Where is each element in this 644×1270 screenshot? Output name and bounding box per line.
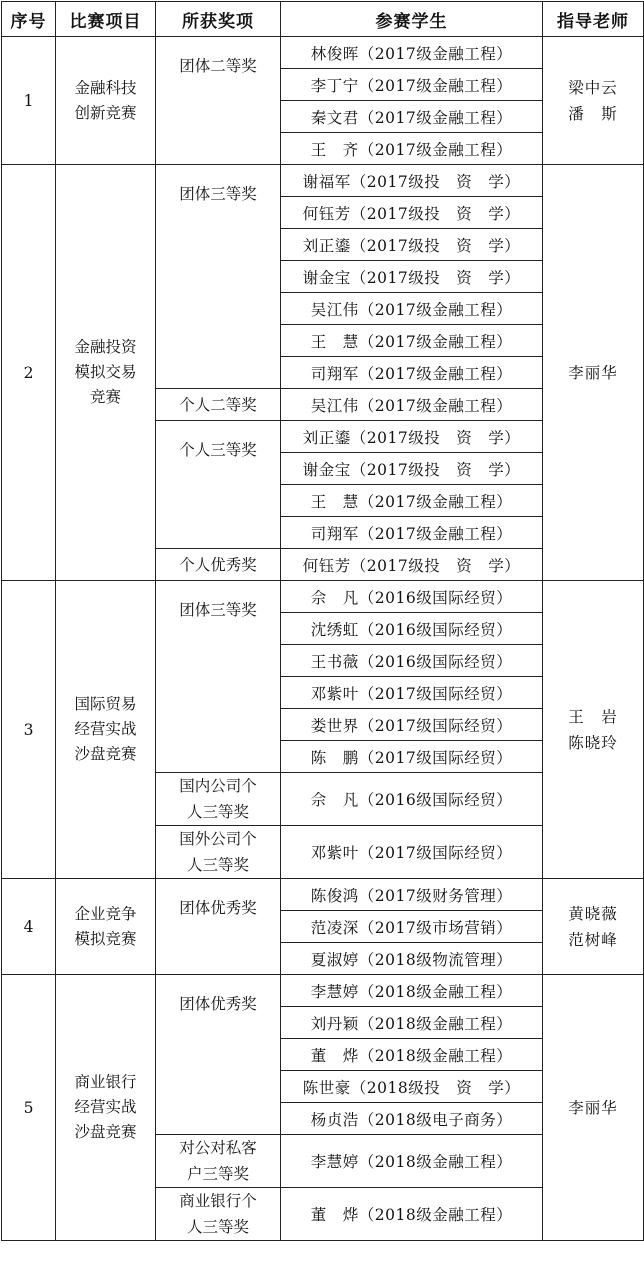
row-number: 1 [2, 37, 56, 165]
award-name [156, 773, 281, 826]
advisor-name-line: 潘 斯 [568, 104, 618, 123]
table-body [2, 37, 644, 1241]
table-row [2, 37, 644, 69]
student-entry: 谢福军（2017级投 资 学） [281, 165, 543, 197]
student-entry: 陈世豪（2018级投 资 学） [281, 1071, 543, 1103]
competition-name [56, 879, 156, 975]
award-name-line: 人三等奖 [186, 1218, 249, 1236]
competition-name-line: 经营实战 [74, 1098, 137, 1116]
award-name [156, 879, 281, 975]
award-name [156, 421, 281, 549]
competition-name-line: 经营实战 [74, 720, 137, 738]
award-name [156, 1188, 281, 1241]
student-entry: 陈 鹏（2017级国际经贸） [281, 741, 543, 773]
award-name [156, 975, 281, 1135]
award-name-line: 团体优秀奖 [179, 995, 257, 1013]
competition-name-line: 企业竞争 [74, 904, 137, 923]
student-entry: 范凌深（2017级市场营销） [281, 911, 543, 943]
advisor-name-line: 陈晓玲 [568, 733, 618, 752]
student-entry: 佘 凡（2016级国际经贸） [281, 773, 543, 826]
award-name-line: 商业银行个 [179, 1192, 257, 1210]
advisor-name-line: 梁中云 [568, 78, 618, 97]
student-entry: 何钰芳（2017级投 资 学） [281, 197, 543, 229]
student-entry: 李慧婷（2018级金融工程） [281, 1135, 543, 1188]
advisor-name [543, 581, 644, 879]
header-award: 所获奖项 [156, 2, 281, 37]
award-name-line: 个人三等奖 [179, 441, 257, 459]
award-name-line: 国内公司个 [179, 777, 257, 795]
competition-name [56, 37, 156, 165]
student-entry: 谢金宝（2017级投 资 学） [281, 261, 543, 293]
advisor-name [543, 879, 644, 975]
header-advisor: 指导老师 [543, 2, 644, 37]
student-entry: 邓紫叶（2017级国际经贸） [281, 826, 543, 879]
advisor-name-line: 范树峰 [568, 930, 618, 949]
award-name-line: 户三等奖 [186, 1165, 249, 1183]
advisor-name-line: 李丽华 [568, 1098, 618, 1117]
row-number: 2 [2, 165, 56, 581]
award-name [156, 826, 281, 879]
awards-table [1, 1, 644, 1241]
competition-name-line: 沙盘竞赛 [74, 1123, 137, 1141]
student-entry: 谢金宝（2017级投 资 学） [281, 453, 543, 485]
student-entry: 王书薇（2016级国际经贸） [281, 645, 543, 677]
student-entry: 司翔军（2017级金融工程） [281, 517, 543, 549]
row-number: 4 [2, 879, 56, 975]
award-name-line: 国外公司个 [179, 830, 257, 848]
table-row [2, 879, 644, 911]
award-name-line: 个人二等奖 [179, 395, 257, 414]
table-row [2, 581, 644, 613]
student-entry: 董 烨（2018级金融工程） [281, 1188, 543, 1241]
advisor-name [543, 975, 644, 1241]
row-number: 3 [2, 581, 56, 879]
student-entry: 吴江伟（2017级金融工程） [281, 293, 543, 325]
award-name-line: 团体优秀奖 [179, 899, 257, 917]
competition-name-line: 金融科技 [74, 78, 137, 97]
competition-name-line: 商业银行 [74, 1073, 137, 1091]
award-name-line: 团体三等奖 [179, 185, 257, 203]
competition-name-line: 模拟交易 [74, 363, 137, 381]
advisor-name-line: 黄晓薇 [568, 904, 618, 923]
competition-name [56, 975, 156, 1241]
student-entry: 刘丹颖（2018级金融工程） [281, 1007, 543, 1039]
award-name [156, 37, 281, 165]
award-name-line: 团体二等奖 [179, 57, 257, 75]
student-entry: 杨贞浩（2018级电子商务） [281, 1103, 543, 1135]
student-entry: 刘正鎏（2017级投 资 学） [281, 421, 543, 453]
competition-name-line: 竞赛 [89, 388, 121, 406]
award-name-line: 人三等奖 [186, 803, 249, 821]
advisor-name [543, 37, 644, 165]
award-name [156, 1135, 281, 1188]
student-entry: 王 齐（2017级金融工程） [281, 133, 543, 165]
student-entry: 秦文君（2017级金融工程） [281, 101, 543, 133]
competition-name [56, 581, 156, 879]
student-entry: 李丁宁（2017级金融工程） [281, 69, 543, 101]
header-students: 参赛学生 [281, 2, 543, 37]
student-entry: 王 慧（2017级金融工程） [281, 325, 543, 357]
competition-name-line: 金融投资 [74, 338, 137, 356]
advisor-name-line: 王 岩 [568, 707, 618, 726]
award-name-line: 人三等奖 [186, 856, 249, 874]
student-entry: 李慧婷（2018级金融工程） [281, 975, 543, 1007]
table-row [2, 975, 644, 1007]
student-entry: 王 慧（2017级金融工程） [281, 485, 543, 517]
student-entry: 娄世界（2017级国际经贸） [281, 709, 543, 741]
award-name [156, 549, 281, 581]
student-entry: 陈俊鸿（2017级财务管理） [281, 879, 543, 911]
competition-name [56, 165, 156, 581]
advisor-name [543, 165, 644, 581]
award-name [156, 581, 281, 773]
student-entry: 何钰芳（2017级投 资 学） [281, 549, 543, 581]
competition-name-line: 国际贸易 [74, 695, 137, 713]
header-no: 序号 [2, 2, 56, 37]
row-number: 5 [2, 975, 56, 1241]
student-entry: 董 烨（2018级金融工程） [281, 1039, 543, 1071]
student-entry: 林俊晖（2017级金融工程） [281, 37, 543, 69]
student-entry: 刘正鎏（2017级投 资 学） [281, 229, 543, 261]
competition-name-line: 创新竞赛 [74, 103, 137, 122]
award-name [156, 389, 281, 421]
award-name-line: 团体三等奖 [179, 601, 257, 619]
award-name-line: 个人优秀奖 [179, 555, 257, 574]
student-entry: 邓紫叶（2017级国际经贸） [281, 677, 543, 709]
award-name [156, 165, 281, 389]
award-name-line: 对公对私客 [179, 1139, 257, 1157]
competition-name-line: 模拟竞赛 [74, 929, 137, 948]
advisor-name-line: 李丽华 [568, 363, 618, 382]
student-entry: 沈绣虹（2016级国际经贸） [281, 613, 543, 645]
student-entry: 佘 凡（2016级国际经贸） [281, 581, 543, 613]
header-competition: 比赛项目 [56, 2, 156, 37]
table-row [2, 165, 644, 197]
student-entry: 司翔军（2017级金融工程） [281, 357, 543, 389]
student-entry: 夏淑婷（2018级物流管理） [281, 943, 543, 975]
student-entry: 吴江伟（2017级金融工程） [281, 389, 543, 421]
competition-name-line: 沙盘竞赛 [74, 745, 137, 763]
